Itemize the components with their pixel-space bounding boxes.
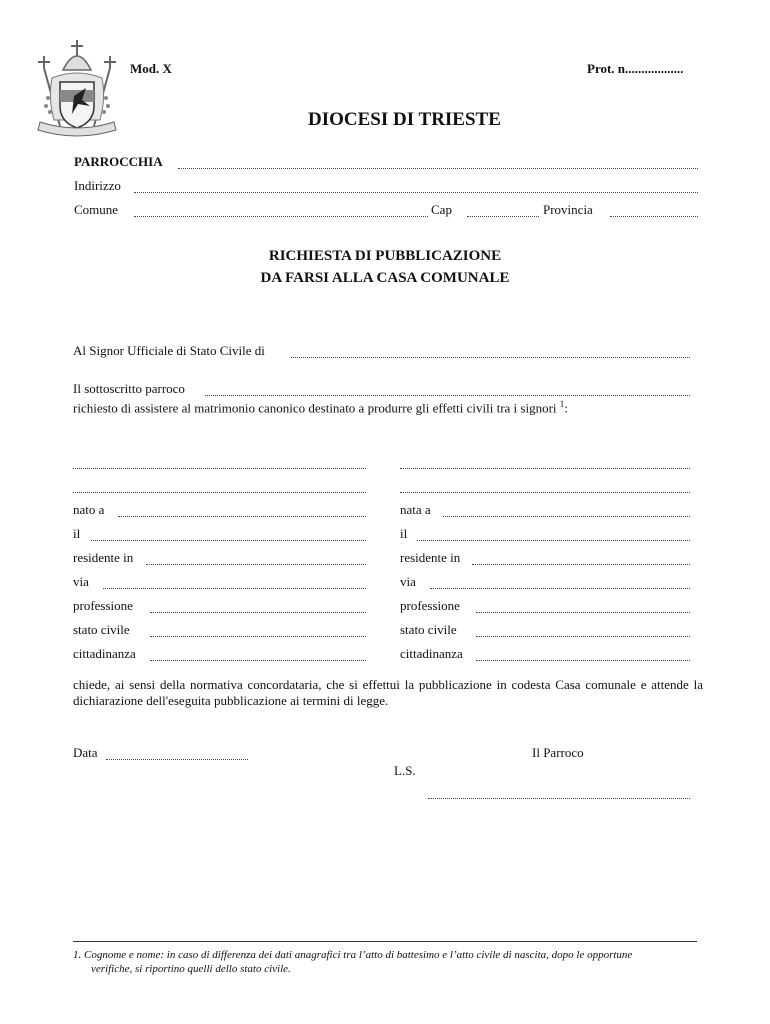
document-title-line1: RICHIESTA DI PUBBLICAZIONE [268, 248, 502, 264]
via-label-left: via [73, 574, 89, 589]
residente-field-right[interactable] [472, 564, 690, 565]
data-field[interactable] [106, 759, 248, 760]
ufficiale-label: Al Signor Ufficiale di Stato Civile di [73, 343, 265, 358]
comune-label: Comune [74, 202, 119, 217]
spouse1-surname-field[interactable] [73, 492, 366, 493]
residente-label-left: residente in [73, 550, 134, 565]
provincia-field[interactable] [610, 216, 698, 217]
residente-field-left[interactable] [146, 564, 366, 565]
stato-civile-label-left: stato civile [73, 622, 130, 637]
via-label-right: via [400, 574, 416, 589]
residente-label-right: residente in [400, 550, 461, 565]
stato-civile-field-left[interactable] [150, 636, 366, 637]
nato-field[interactable] [118, 516, 366, 517]
il-field-left[interactable] [91, 540, 366, 541]
cittadinanza-field-left[interactable] [150, 660, 366, 661]
via-field-left[interactable] [103, 588, 366, 589]
professione-field-left[interactable] [150, 612, 366, 613]
footnote-line1: 1. Cognome e nome: in caso di differenza dei dati anagrafici tra l’atto di battesimo e l’atto civile di nascita, dopo le opportune [73, 949, 633, 961]
parrocchia-field[interactable] [178, 168, 698, 169]
model-label: Mod. X [130, 61, 172, 76]
professione-label-right: professione [400, 598, 460, 613]
footnote [73, 948, 703, 976]
spouse1-name-field[interactable] [73, 468, 366, 469]
indirizzo-field[interactable] [134, 192, 698, 193]
spouse2-name-field[interactable] [400, 468, 690, 469]
footnote-divider [73, 941, 697, 942]
stato-civile-field-right[interactable] [476, 636, 690, 637]
nata-field[interactable] [443, 516, 690, 517]
stato-civile-label-right: stato civile [400, 622, 457, 637]
professione-label-left: professione [73, 598, 133, 613]
request-paragraph: chiede, ai sensi della normativa concordataria, che si effettui la pubblicazione in codesta Casa comunale e attende la dichiarazione dell'eseguita pubblicazione ai termini di legge. [73, 677, 703, 708]
cittadinanza-label-right: cittadinanza [400, 646, 463, 661]
comune-field[interactable] [134, 216, 428, 217]
cap-label: Cap [431, 202, 452, 217]
signature-field[interactable] [428, 798, 690, 799]
coat-of-arms-logo [30, 38, 125, 146]
data-label: Data [73, 745, 98, 760]
seal-label: L.S. [394, 763, 416, 778]
nato-label: nato a [73, 502, 105, 517]
footnote-ref: 1 [559, 399, 565, 409]
parroco-label: Il Parroco [532, 745, 584, 760]
cittadinanza-field-right[interactable] [476, 660, 690, 661]
il-label-left: il [73, 526, 81, 541]
parrocchia-label: PARROCCHIA [74, 154, 163, 169]
nata-label: nata a [400, 502, 431, 517]
sottoscritto-label: Il sottoscritto parroco [73, 381, 185, 396]
il-label-right: il [400, 526, 408, 541]
footnote-line2: verifiche, si riportino quelli dello stato civile. [91, 963, 291, 975]
il-field-right[interactable] [417, 540, 690, 541]
ufficiale-field[interactable] [291, 357, 690, 358]
document-title-line2: DA FARSI ALLA CASA COMUNALE [260, 270, 510, 286]
richiesto-text: richiesto di assistere al matrimonio canonico destinato a produrre gli effetti civili tra i signori $^1$: [73, 399, 568, 416]
cap-field[interactable] [467, 216, 539, 217]
professione-field-right[interactable] [476, 612, 690, 613]
via-field-right[interactable] [430, 588, 690, 589]
provincia-label: Provincia [543, 202, 593, 217]
protocol-number: Prot. n.................. [587, 61, 684, 76]
parroco-name-field[interactable] [205, 395, 690, 396]
spouse2-surname-field[interactable] [400, 492, 690, 493]
diocese-title: DIOCESI DI TRIESTE [308, 109, 501, 130]
indirizzo-label: Indirizzo [74, 178, 121, 193]
cittadinanza-label-left: cittadinanza [73, 646, 136, 661]
